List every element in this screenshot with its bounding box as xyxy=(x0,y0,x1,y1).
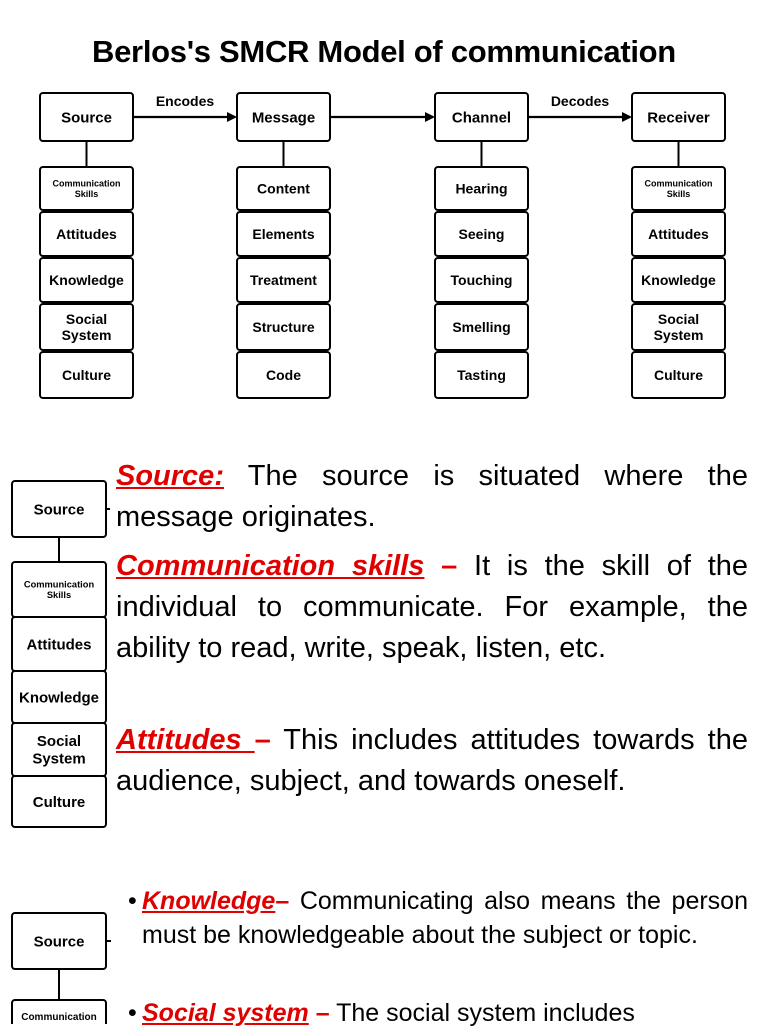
stage-channel-item-hearing xyxy=(435,167,528,210)
side-item-communication-skills-label: Communication xyxy=(23,579,95,590)
term-dash: – xyxy=(308,999,330,1027)
stage-receiver-item-knowledge xyxy=(632,258,725,302)
bullet-mark: • xyxy=(128,887,137,915)
stage-source-item-attitudes-label: Attitudes xyxy=(56,225,117,242)
side-source-header xyxy=(12,481,106,537)
stage-message-item-code-label: Code xyxy=(266,366,301,383)
bullet-text: The social system includes xyxy=(329,999,635,1027)
term-dash: – xyxy=(424,550,458,582)
bullet-text: Communicating also means the person must be knowledgeable about the subject or topic. xyxy=(142,887,748,949)
stage-message-header-label: Message xyxy=(251,109,316,127)
stage-message-item-structure-label: Structure xyxy=(252,318,315,335)
side-item-knowledge-label: Knowledge xyxy=(18,689,100,707)
stage-receiver-item-communication-skills-label: Communication xyxy=(644,178,713,189)
stage-source-header-label: Source xyxy=(61,109,112,127)
side-item-culture-label: Culture xyxy=(32,793,86,811)
page-title: Berlos's SMCR Model of communication xyxy=(92,34,676,69)
side-item-communication-skills xyxy=(12,562,106,617)
stage-source-item-culture xyxy=(40,352,133,398)
stage-source-item-communication-skills xyxy=(40,167,133,210)
stage-receiver-item-attitudes-label: Attitudes xyxy=(648,225,709,242)
bullet-social-system xyxy=(128,996,748,1030)
stage-channel-item-hearing-label: Hearing xyxy=(455,180,508,197)
stage-channel-item-tasting-label: Tasting xyxy=(457,366,506,383)
stage-receiver-header-label: Receiver xyxy=(647,109,710,127)
stage-source-item-attitudes xyxy=(40,212,133,256)
term-dash: – xyxy=(254,724,271,756)
stage-receiver-item-culture xyxy=(632,352,725,398)
stage-message-item-code xyxy=(237,352,330,398)
stage-channel-header-label: Channel xyxy=(451,109,512,127)
side-item-knowledge xyxy=(12,671,106,723)
bullet-mark: • xyxy=(128,999,137,1027)
stage-source-item-communication-skills-label: Skills xyxy=(74,188,99,199)
side-item-communication-skills-label: Skills xyxy=(46,590,72,601)
stage-channel-header xyxy=(435,93,528,141)
arrow-label-encodes: Encodes xyxy=(155,93,215,109)
term-attitudes: Attitudes xyxy=(116,724,255,756)
stage-receiver-item-communication-skills-label: Skills xyxy=(666,188,691,199)
stage-source-item-social-system-label: Social xyxy=(65,310,108,327)
term-communication-skills: Communication skills xyxy=(116,550,425,582)
stage-channel-item-tasting xyxy=(435,352,528,398)
stage-receiver-item-knowledge-label: Knowledge xyxy=(641,271,716,288)
stage-message-item-content-label: Content xyxy=(257,180,310,197)
paragraph-text: It is the skill of the individual to communicate. For example, the ability to read, write, speak, listen, etc. xyxy=(116,550,749,664)
stage-receiver-item-culture-label: Culture xyxy=(654,366,703,383)
stage-channel-item-touching xyxy=(435,258,528,302)
arrow-label-decodes: Decodes xyxy=(550,93,610,109)
stage-channel-item-seeing-label: Seeing xyxy=(458,225,505,242)
side-item-attitudes-label: Attitudes xyxy=(26,636,92,654)
stage-source-item-social-system-label: System xyxy=(61,326,112,343)
term-source: Source: xyxy=(116,460,224,492)
side-source-header-label: Source xyxy=(33,501,85,519)
stage-channel-item-seeing xyxy=(435,212,528,256)
stage-receiver-item-social-system xyxy=(632,304,725,350)
side-item-culture xyxy=(12,776,106,827)
stage-message-item-treatment-label: Treatment xyxy=(250,271,317,288)
stage-source-header xyxy=(40,93,133,141)
bullet-knowledge xyxy=(128,884,748,952)
side-item-social-system-label: System xyxy=(32,750,86,768)
stage-receiver-item-social-system-label: System xyxy=(653,326,704,343)
paragraph-text: This includes attitudes towards the audience, subject, and towards oneself. xyxy=(116,724,748,797)
bottom-source-header xyxy=(12,913,106,969)
side-item-social-system-label: Social xyxy=(36,733,82,751)
stage-receiver-header xyxy=(632,93,725,141)
stage-channel-item-smelling-label: Smelling xyxy=(452,318,511,335)
stage-receiver-item-attitudes xyxy=(632,212,725,256)
stage-message-item-treatment xyxy=(237,258,330,302)
stage-source-item-social-system xyxy=(40,304,133,350)
side-item-attitudes xyxy=(12,617,106,671)
stage-message-header xyxy=(237,93,330,141)
stage-source-item-communication-skills-label: Communication xyxy=(52,178,121,189)
stage-source-item-culture-label: Culture xyxy=(62,366,111,383)
stage-message-item-content xyxy=(237,167,330,210)
bottom-item-communication-label: Communication xyxy=(21,1012,97,1023)
stage-receiver-item-social-system-label: Social xyxy=(657,310,700,327)
stage-source-item-knowledge xyxy=(40,258,133,302)
paragraph-attitudes xyxy=(116,720,748,802)
bottom-source-header-label: Source xyxy=(33,933,85,951)
paragraph-text: The source is situated where the message originates. xyxy=(116,460,748,533)
stage-message-item-elements xyxy=(237,212,330,256)
term-social-system: Social system xyxy=(142,999,309,1027)
stage-message-item-structure xyxy=(237,304,330,350)
term-knowledge: Knowledge xyxy=(142,887,276,915)
paragraph-source xyxy=(116,456,748,538)
side-item-social-system xyxy=(12,723,106,776)
stage-source-item-knowledge-label: Knowledge xyxy=(49,271,124,288)
term-dash: – xyxy=(275,887,290,915)
stage-channel-item-touching-label: Touching xyxy=(450,271,513,288)
paragraph-communication-skills xyxy=(116,546,748,669)
stage-channel-item-smelling xyxy=(435,304,528,350)
stage-receiver-item-communication-skills xyxy=(632,167,725,210)
stage-message-item-elements-label: Elements xyxy=(252,225,315,242)
